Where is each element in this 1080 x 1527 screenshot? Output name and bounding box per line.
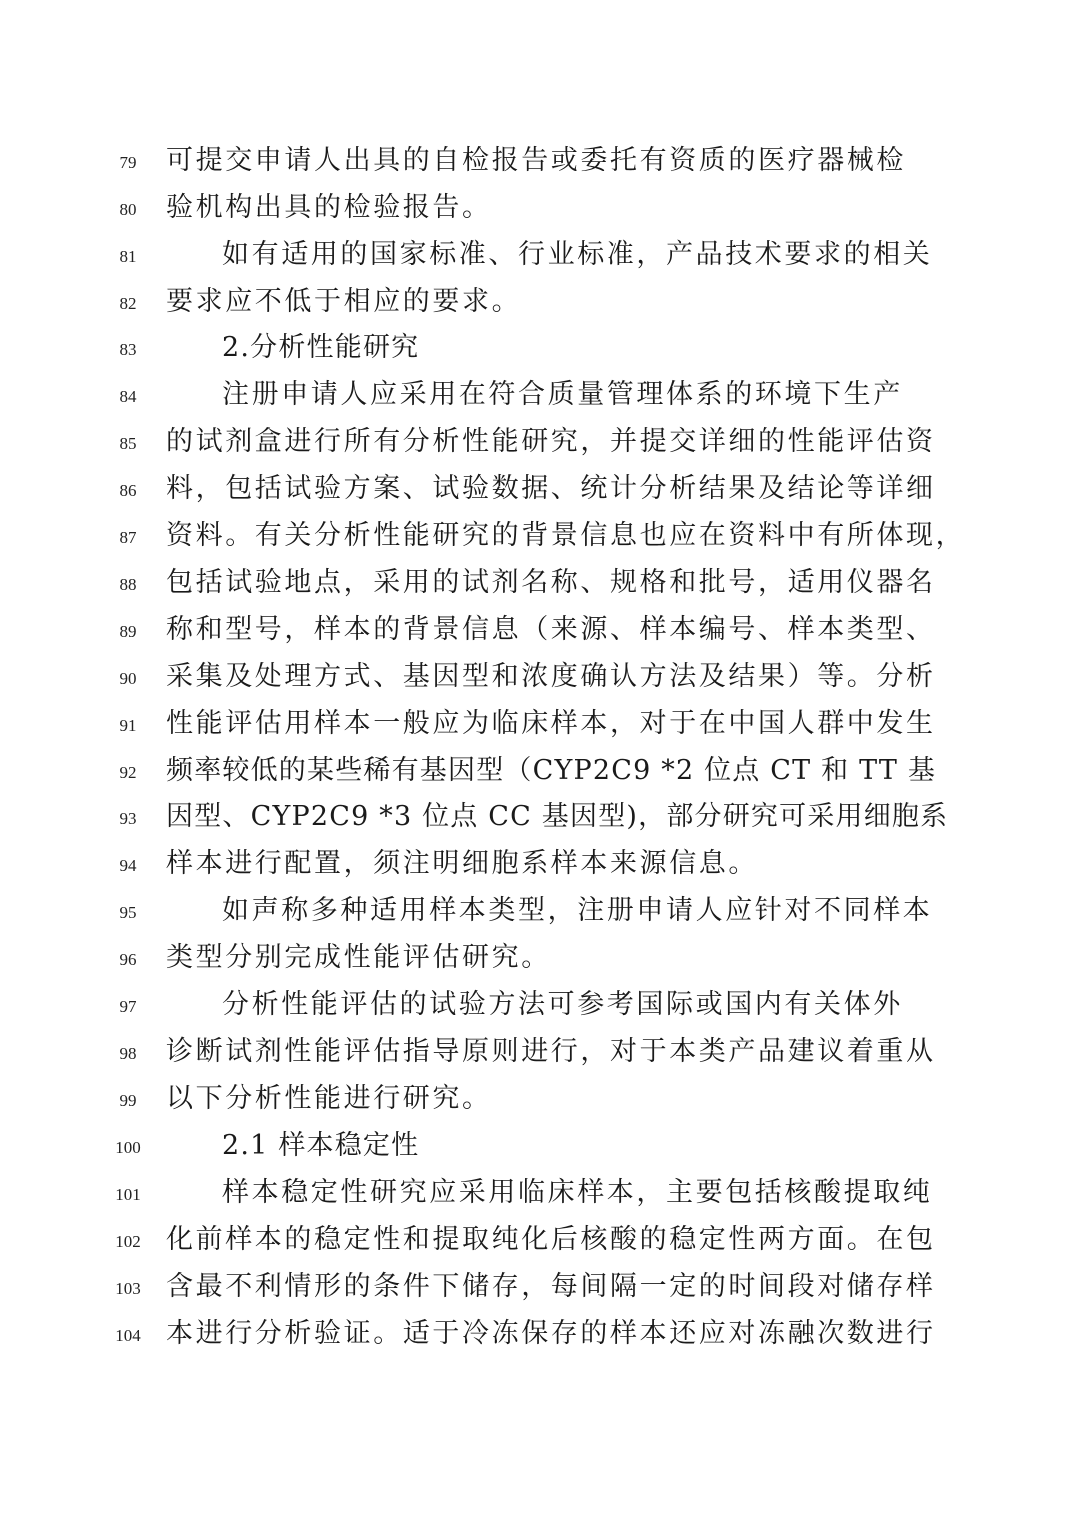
line-text: 样本进行配置，须注明细胞系样本来源信息。 [166,848,758,879]
line-number: 89 [119,622,137,641]
line-number: 97 [119,997,137,1016]
text-line [0,841,1080,887]
text-line [0,138,1080,184]
text-line [0,701,1080,747]
line-number: 92 [119,763,137,782]
line-text: 采集及处理方式、基因型和浓度确认方法及结果）等。分析 [166,661,936,692]
line-number: 82 [119,294,137,313]
line-text: 验机构出具的检验报告。 [166,192,492,223]
text-line [0,794,1080,840]
text-line [0,748,1080,794]
line-number: 86 [119,481,137,500]
line-text: 因型、CYP2C9 *3 位点 CC 基因型)，部分研究可采用细胞系 [166,801,949,832]
line-text: 含最不利情形的条件下储存，每间隔一定的时间段对储存样 [166,1271,936,1302]
text-line [0,1264,1080,1310]
text-line [0,513,1080,559]
line-number: 91 [119,716,137,735]
line-number: 81 [119,247,137,266]
text-line [0,232,1080,278]
line-text: 包括试验地点，采用的试剂名称、规格和批号，适用仪器名 [166,567,936,598]
line-text: 称和型号，样本的背景信息（来源、样本编号、样本类型、 [166,614,936,645]
line-number: 94 [119,856,137,875]
line-text: 样本稳定性研究应采用临床样本，主要包括核酸提取纯 [222,1177,933,1208]
text-line [0,372,1080,418]
line-number: 84 [119,387,137,406]
text-line [0,466,1080,512]
line-text: 的试剂盒进行所有分析性能研究，并提交详细的性能评估资 [166,426,936,457]
text-line [0,982,1080,1028]
line-number: 98 [119,1044,137,1063]
section-heading: 2.分析性能研究 [222,332,420,363]
line-number: 80 [119,200,137,219]
line-text: 如声称多种适用样本类型，注册申请人应针对不同样本 [222,895,933,926]
line-text: 类型分别完成性能评估研究。 [166,942,551,973]
line-number: 83 [119,340,137,359]
line-number: 104 [115,1326,141,1345]
section-heading-line [0,1123,1080,1169]
line-number: 79 [119,153,137,172]
line-number: 87 [119,528,137,547]
line-number: 95 [119,903,137,922]
line-text: 料，包括试验方案、试验数据、统计分析结果及结论等详细 [166,473,936,504]
line-text: 频率较低的某些稀有基因型（CYP2C9 *2 位点 CT 和 TT 基 [166,755,937,786]
line-text: 以下分析性能进行研究。 [166,1083,492,1114]
text-line [0,935,1080,981]
line-number: 88 [119,575,137,594]
line-number: 100 [115,1138,141,1157]
line-number: 85 [119,434,137,453]
text-line [0,185,1080,231]
text-line [0,1170,1080,1216]
text-line [0,1029,1080,1075]
section-heading-line [0,325,1080,371]
text-line [0,1076,1080,1122]
text-line [0,1311,1080,1357]
line-number: 99 [119,1091,137,1110]
line-text: 资料。有关分析性能研究的背景信息也应在资料中有所体现， [166,520,966,551]
line-text: 性能评估用样本一般应为临床样本，对于在中国人群中发生 [166,708,936,739]
text-line [0,1217,1080,1263]
line-text: 注册申请人应采用在符合质量管理体系的环境下生产 [222,379,903,410]
text-line [0,279,1080,325]
text-line [0,888,1080,934]
line-number: 102 [115,1232,141,1251]
line-text: 如有适用的国家标准、行业标准，产品技术要求的相关 [222,239,933,270]
section-heading: 2.1 样本稳定性 [222,1130,420,1161]
text-line [0,419,1080,465]
line-number: 103 [115,1279,141,1298]
line-text: 要求应不低于相应的要求。 [166,286,522,317]
text-line [0,654,1080,700]
line-text: 诊断试剂性能评估指导原则进行，对于本类产品建议着重从 [166,1036,936,1067]
line-text: 本进行分析验证。适于冷冻保存的样本还应对冻融次数进行 [166,1318,936,1349]
text-line [0,560,1080,606]
line-number: 96 [119,950,137,969]
line-text: 分析性能评估的试验方法可参考国际或国内有关体外 [222,989,903,1020]
line-number: 93 [119,809,137,828]
line-text: 可提交申请人出具的自检报告或委托有资质的医疗器械检 [166,145,906,176]
text-line [0,607,1080,653]
line-text: 化前样本的稳定性和提取纯化后核酸的稳定性两方面。在包 [166,1224,936,1255]
line-number: 101 [115,1185,141,1204]
line-number: 90 [119,669,137,688]
